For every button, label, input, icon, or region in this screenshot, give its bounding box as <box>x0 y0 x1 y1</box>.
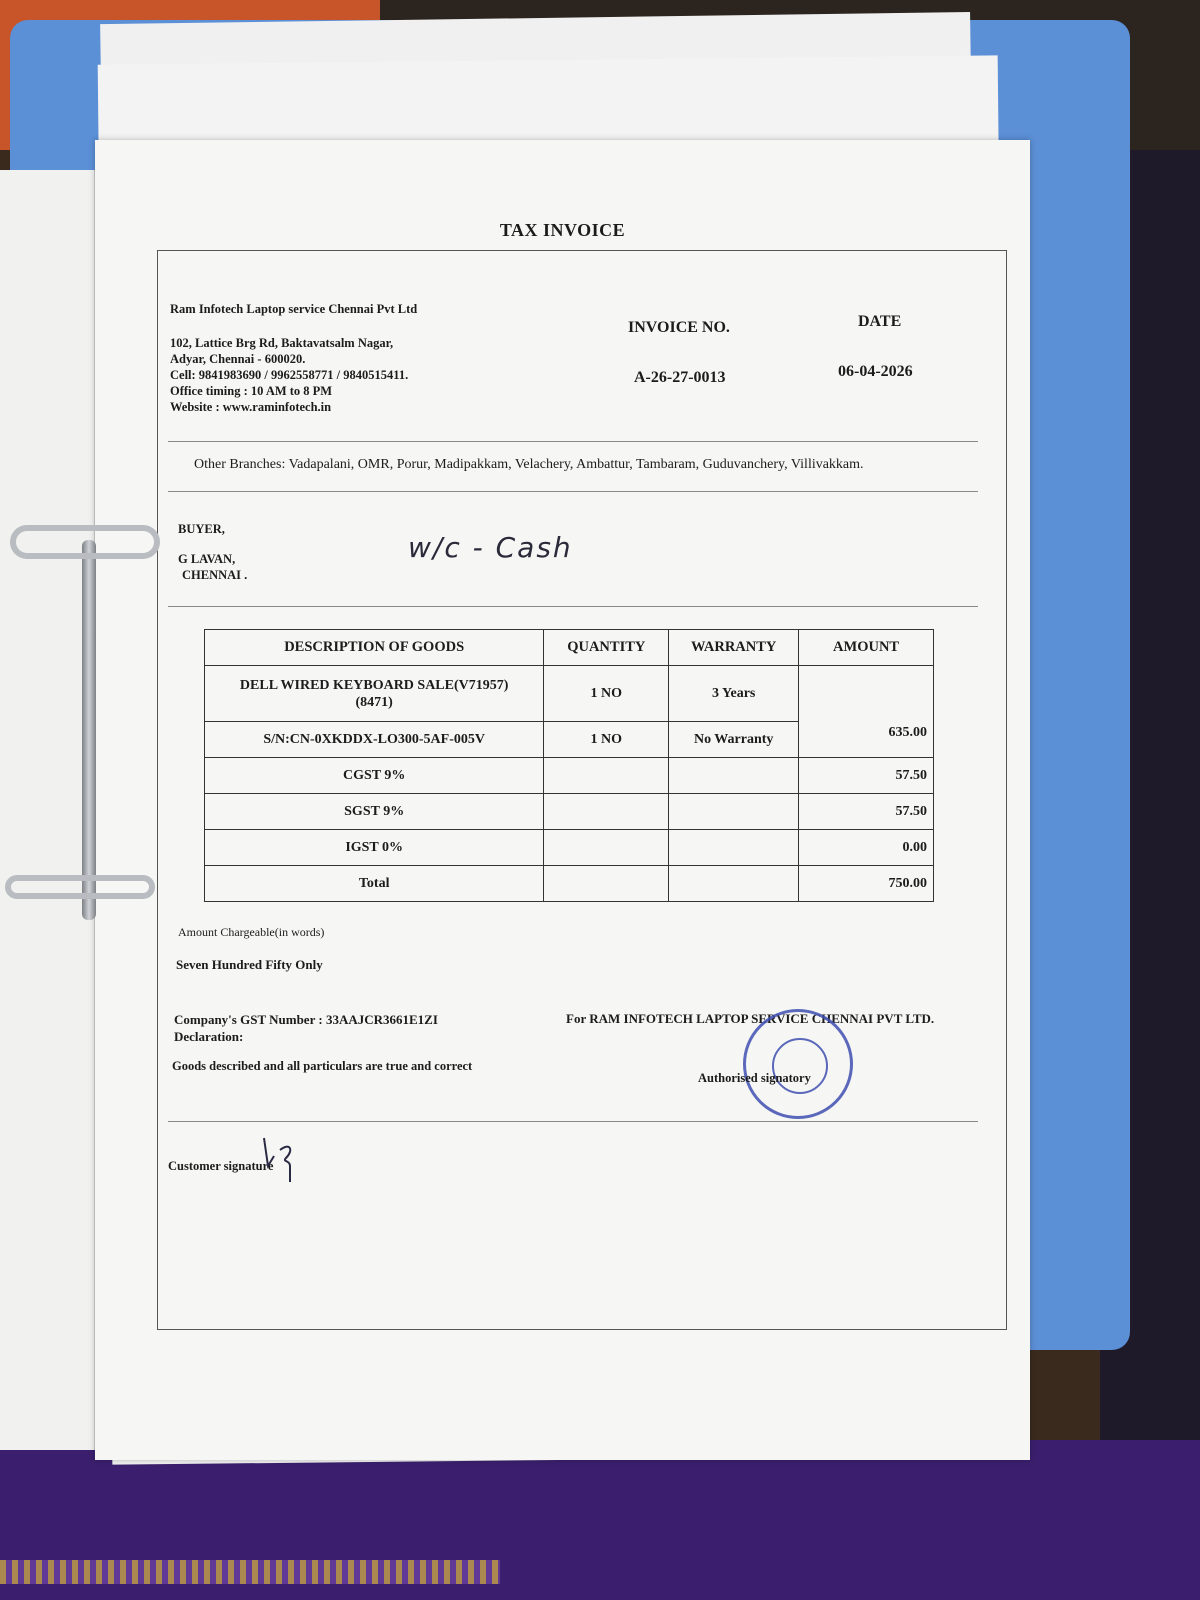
table-row <box>205 866 934 902</box>
empty-cell <box>544 830 669 866</box>
empty-cell <box>669 794 799 830</box>
binder-ring <box>5 875 155 899</box>
divider <box>168 491 978 492</box>
empty-cell <box>669 758 799 794</box>
fabric-gold-trim <box>0 1560 500 1584</box>
tax-label-igst: IGST 0% <box>205 830 544 866</box>
divider <box>168 1121 978 1122</box>
tax-label-sgst: SGST 9% <box>205 794 544 830</box>
amount-words-label: Amount Chargeable(in words) <box>178 925 325 939</box>
invoice-number-value: A-26-27-0013 <box>634 369 726 386</box>
item-quantity: 1 NO <box>544 666 669 722</box>
table-header-row <box>205 630 934 666</box>
buyer-city: CHENNAI . <box>182 568 248 582</box>
invoice-box <box>157 250 1007 1330</box>
tax-label-cgst: CGST 9% <box>205 758 544 794</box>
tax-amount-igst: 0.00 <box>799 830 934 866</box>
handwritten-payment-note: w/c - Cash <box>408 531 573 564</box>
gst-block <box>174 1011 438 1045</box>
binder-spine <box>82 540 96 920</box>
serial-number: S/N:CN-0XKDDX-LO300-5AF-005V <box>205 722 544 758</box>
buyer-block <box>178 521 247 583</box>
declaration-text: Goods described and all particulars are true and correct <box>172 1059 473 1073</box>
table-row <box>205 794 934 830</box>
divider <box>168 441 978 442</box>
empty-cell <box>544 758 669 794</box>
company-block <box>170 301 490 415</box>
authorised-signatory: Authorised signatory <box>698 1071 811 1085</box>
item-warranty: 3 Years <box>669 666 799 722</box>
customer-signature-scribble <box>260 1136 300 1184</box>
empty-cell <box>669 830 799 866</box>
customer-signature-label: Customer signature <box>168 1159 274 1173</box>
document-title: TAX INVOICE <box>499 220 626 240</box>
header-description: DESCRIPTION OF GOODS <box>205 630 544 666</box>
company-cell: Cell: 9841983690 / 9962558771 / 9840515411. <box>170 368 409 382</box>
item-amount: 635.00 <box>799 666 934 758</box>
header-warranty: WARRANTY <box>669 630 799 666</box>
company-address-line-1: 102, Lattice Brg Rd, Baktavatsalm Nagar, <box>170 336 394 350</box>
other-branches: Other Branches: Vadapalani, OMR, Porur, Madipakkam, Velachery, Ambattur, Tambaram, Guduvanchery, Villivakkam. <box>194 457 864 472</box>
total-label: Total <box>205 866 544 902</box>
empty-cell <box>544 866 669 902</box>
serial-warranty: No Warranty <box>669 722 799 758</box>
table-row <box>205 758 934 794</box>
company-website: Website : www.raminfotech.in <box>170 400 332 414</box>
empty-cell <box>544 794 669 830</box>
declaration-label: Declaration: <box>174 1029 244 1044</box>
header-quantity: QUANTITY <box>544 630 669 666</box>
table-row <box>205 666 934 722</box>
date-label: DATE <box>858 313 902 330</box>
buyer-label: BUYER, <box>178 522 225 536</box>
for-company: For RAM INFOTECH LAPTOP SERVICE CHENNAI PVT LTD. <box>566 1011 935 1026</box>
divider <box>168 606 978 607</box>
tax-amount-sgst: 57.50 <box>799 794 934 830</box>
gst-number: Company's GST Number : 33AAJCR3661E1ZI <box>174 1012 438 1027</box>
company-seal-stamp <box>743 1009 853 1119</box>
buyer-name: G LAVAN, <box>178 552 236 566</box>
tax-amount-cgst: 57.50 <box>799 758 934 794</box>
empty-cell <box>669 866 799 902</box>
item-description <box>205 666 544 722</box>
company-timing: Office timing : 10 AM to 8 PM <box>170 384 333 398</box>
goods-table <box>204 629 934 902</box>
header-amount: AMOUNT <box>799 630 934 666</box>
serial-quantity: 1 NO <box>544 722 669 758</box>
company-name: Ram Infotech Laptop service Chennai Pvt Ltd <box>170 302 418 316</box>
total-amount: 750.00 <box>799 866 934 902</box>
amount-words-value: Seven Hundred Fifty Only <box>176 957 323 972</box>
invoice-number-label: INVOICE NO. <box>628 319 730 336</box>
table-row <box>205 830 934 866</box>
item-description-line-1: DELL WIRED KEYBOARD SALE(V71957) <box>239 677 509 693</box>
company-address-line-2: Adyar, Chennai - 600020. <box>170 352 306 366</box>
binder-ring <box>10 525 160 559</box>
item-description-line-2: (8471) <box>355 694 393 710</box>
invoice-sheet <box>95 140 1030 1460</box>
left-page <box>0 170 95 1450</box>
date-value: 06-04-2026 <box>838 363 913 380</box>
